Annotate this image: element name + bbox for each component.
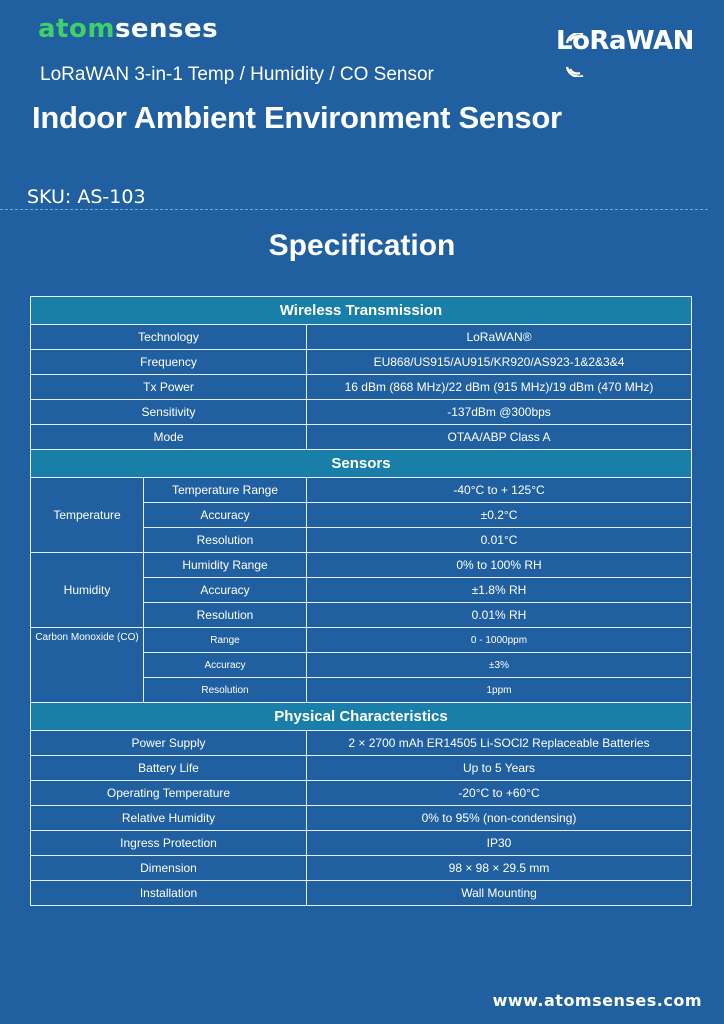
product-subtitle: LoRaWAN 3-in-1 Temp / Humidity / CO Sensor bbox=[40, 64, 434, 85]
page-title: Indoor Ambient Environment Sensor bbox=[32, 100, 562, 135]
sku-label: SKU: AS-103 bbox=[27, 186, 146, 208]
spec-label: Resolution bbox=[144, 603, 307, 628]
spec-value: LoRaWAN® bbox=[307, 325, 692, 350]
spec-label: Accuracy bbox=[144, 578, 307, 603]
table-row bbox=[31, 553, 692, 578]
table-row bbox=[31, 478, 692, 503]
lorawan-logo bbox=[556, 26, 694, 56]
spec-value: ±1.8% RH bbox=[307, 578, 692, 603]
spec-label: Range bbox=[144, 628, 307, 653]
table-row bbox=[31, 350, 692, 375]
spec-value: 98 × 98 × 29.5 mm bbox=[307, 856, 692, 881]
spec-label: Sensitivity bbox=[31, 400, 307, 425]
spec-value: OTAA/ABP Class A bbox=[307, 425, 692, 450]
spec-value: Up to 5 Years bbox=[307, 756, 692, 781]
lorawan-logo-text: LoRaWAN bbox=[556, 26, 694, 56]
sensor-group-temperature: Temperature bbox=[31, 478, 144, 553]
table-row bbox=[31, 856, 692, 881]
spec-label: Tx Power bbox=[31, 375, 307, 400]
table-row bbox=[31, 756, 692, 781]
spec-value: EU868/US915/AU915/KR920/AS923-1&2&3&4 bbox=[307, 350, 692, 375]
spec-label: Mode bbox=[31, 425, 307, 450]
spec-value: 0.01% RH bbox=[307, 603, 692, 628]
spec-label: Dimension bbox=[31, 856, 307, 881]
spec-value: -20°C to +60°C bbox=[307, 781, 692, 806]
spec-label: Accuracy bbox=[144, 503, 307, 528]
spec-label: Installation bbox=[31, 881, 307, 906]
brand-logo bbox=[38, 14, 218, 44]
table-row bbox=[31, 425, 692, 450]
spec-value: 0 - 1000ppm bbox=[307, 628, 692, 653]
spec-value: IP30 bbox=[307, 831, 692, 856]
spec-value: -40°C to + 125°C bbox=[307, 478, 692, 503]
spec-value: 0% to 100% RH bbox=[307, 553, 692, 578]
spec-label: Technology bbox=[31, 325, 307, 350]
spec-value: ±0.2°C bbox=[307, 503, 692, 528]
spec-table bbox=[30, 296, 692, 906]
spec-label: Humidity Range bbox=[144, 553, 307, 578]
website-link[interactable]: www.atomsenses.com bbox=[492, 991, 702, 1010]
brand-logo-part1: atom bbox=[38, 14, 115, 44]
spec-value: -137dBm @300bps bbox=[307, 400, 692, 425]
table-row bbox=[31, 831, 692, 856]
section-header-wireless: Wireless Transmission bbox=[31, 297, 692, 325]
spec-label: Temperature Range bbox=[144, 478, 307, 503]
table-row bbox=[31, 375, 692, 400]
dashed-divider bbox=[0, 209, 708, 210]
spec-value: 16 dBm (868 MHz)/22 dBm (915 MHz)/19 dBm (470 MHz) bbox=[307, 375, 692, 400]
section-header-physical: Physical Characteristics bbox=[31, 703, 692, 731]
spec-label: Battery Life bbox=[31, 756, 307, 781]
sensor-group-humidity: Humidity bbox=[31, 553, 144, 628]
brand-logo-part2: senses bbox=[114, 14, 219, 44]
section-header-sensors: Sensors bbox=[31, 450, 692, 478]
spec-label: Operating Temperature bbox=[31, 781, 307, 806]
spec-value: 0% to 95% (non-condensing) bbox=[307, 806, 692, 831]
spec-label: Power Supply bbox=[31, 731, 307, 756]
spec-label: Resolution bbox=[144, 528, 307, 553]
spec-heading: Specification bbox=[268, 229, 456, 262]
table-row bbox=[31, 628, 692, 653]
spec-label: Relative Humidity bbox=[31, 806, 307, 831]
table-row bbox=[31, 881, 692, 906]
spec-value: ±3% bbox=[307, 653, 692, 678]
table-row bbox=[31, 806, 692, 831]
spec-label: Ingress Protection bbox=[31, 831, 307, 856]
spec-value: Wall Mounting bbox=[307, 881, 692, 906]
sensor-group-co: Carbon Monoxide (CO) bbox=[31, 628, 144, 703]
spec-label: Resolution bbox=[144, 678, 307, 703]
table-row bbox=[31, 400, 692, 425]
table-row bbox=[31, 325, 692, 350]
spec-value: 0.01°C bbox=[307, 528, 692, 553]
spec-value: 1ppm bbox=[307, 678, 692, 703]
table-row bbox=[31, 731, 692, 756]
table-row bbox=[31, 781, 692, 806]
spec-label: Accuracy bbox=[144, 653, 307, 678]
spec-value: 2 × 2700 mAh ER14505 Li-SOCl2 Replaceable Batteries bbox=[307, 731, 692, 756]
spec-label: Frequency bbox=[31, 350, 307, 375]
